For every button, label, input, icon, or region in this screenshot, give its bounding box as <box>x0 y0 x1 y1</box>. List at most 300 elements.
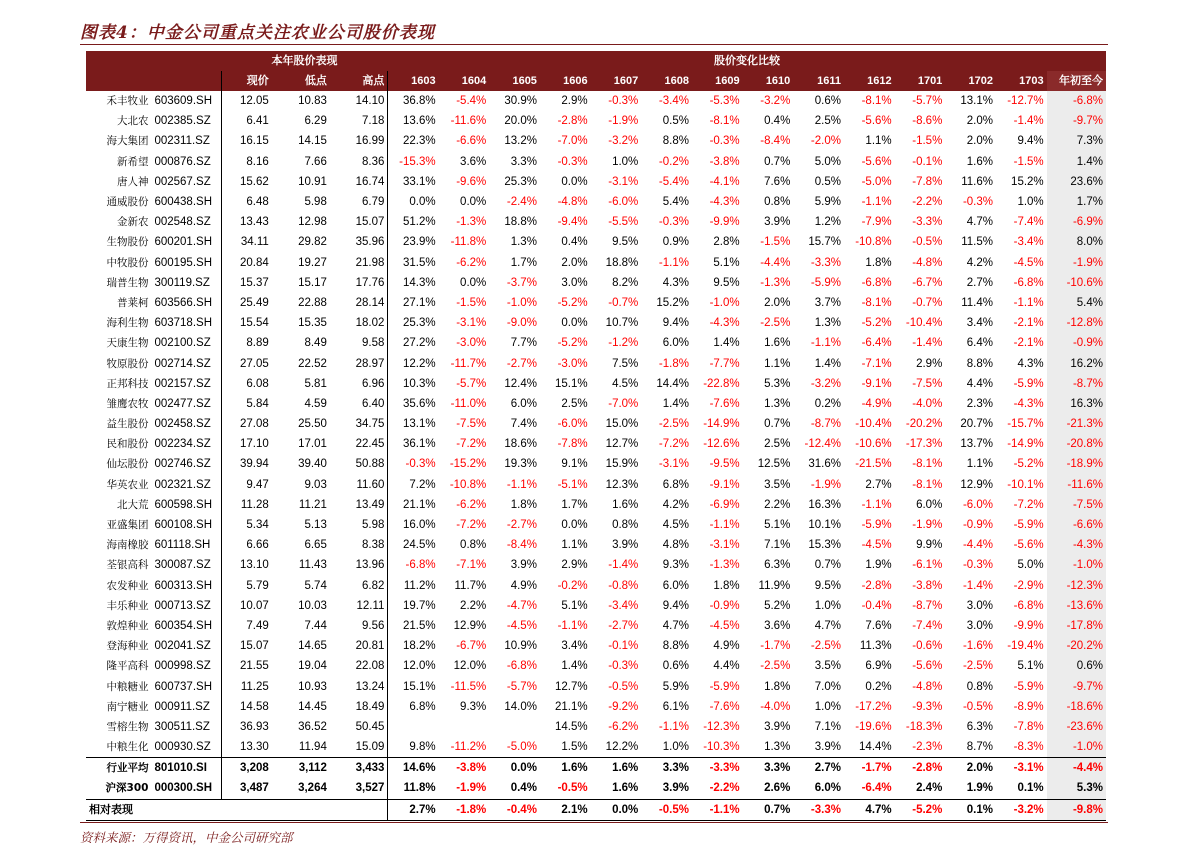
pct-change-cell: 12.2% <box>605 741 639 754</box>
pct-change-cell: -20.2% <box>1047 636 1106 656</box>
pct-change-cell: 25.3% <box>504 175 537 188</box>
pct-change-cell: 14.3% <box>402 276 436 289</box>
pct-change-cell: 14.4% <box>656 377 689 390</box>
pct-change-cell: 1.0% <box>662 741 689 754</box>
price-cell: 3,527 <box>330 778 388 799</box>
pct-change-cell: -2.7% <box>506 357 537 370</box>
pct-change-cell: -1.1% <box>557 619 588 632</box>
pct-change-cell: -7.7% <box>709 357 740 370</box>
pct-change-cell: 4.3% <box>662 276 689 289</box>
pct-change-cell: -7.1% <box>456 559 487 572</box>
pct-change-cell: -0.1% <box>912 155 943 168</box>
pct-change-cell: 16.0% <box>402 519 436 532</box>
price-cell: 14.65 <box>298 640 327 653</box>
pct-change-cell: -7.0% <box>608 397 639 410</box>
column-header: 现价 <box>221 71 272 91</box>
price-cell: 19.27 <box>298 256 327 269</box>
pct-change-cell: -1.9% <box>810 478 841 491</box>
source-rule <box>80 822 1108 823</box>
pct-change-cell: 9.3% <box>662 559 689 572</box>
price-cell: 35.96 <box>330 232 388 252</box>
pct-change-cell: 4.9% <box>510 579 537 592</box>
pct-change-cell: -7.8% <box>912 175 943 188</box>
pct-change-cell: -0.1% <box>608 640 639 653</box>
price-cell: 13.24 <box>330 676 388 696</box>
pct-change-cell: -3.4% <box>1013 236 1044 249</box>
table-row <box>86 293 1106 313</box>
company-name: 沪深300 <box>105 782 149 795</box>
pct-change-cell: 36.8% <box>402 95 436 108</box>
price-cell: 15.35 <box>298 317 327 330</box>
table-row <box>86 374 1106 394</box>
pct-change-cell: -7.4% <box>1013 216 1044 229</box>
pct-change-cell: 6.0% <box>662 337 689 350</box>
pct-change-cell: -5.9% <box>810 276 841 289</box>
pct-change-cell: 9.3% <box>460 700 487 713</box>
pct-change-cell: -2.8% <box>895 758 946 779</box>
pct-change-cell: -10.8% <box>855 236 892 249</box>
stock-code: 002234.SZ <box>151 434 221 454</box>
pct-change-cell: -0.9% <box>1047 333 1106 353</box>
pct-change-cell: 10.7% <box>605 317 639 330</box>
pct-change-cell: 1.9% <box>865 559 892 572</box>
pct-change-cell: 13.7% <box>960 438 993 451</box>
price-cell: 13.10 <box>240 559 269 572</box>
pct-change-cell: 1.0% <box>1017 196 1044 209</box>
pct-change-cell: 4.2% <box>966 256 993 269</box>
pct-change-cell: -2.5% <box>760 317 791 330</box>
pct-change-cell: 36.1% <box>402 438 436 451</box>
pct-change-cell: 2.7% <box>388 799 439 820</box>
pct-change-cell: 4.3% <box>1017 357 1044 370</box>
pct-change-cell: 6.0% <box>510 397 537 410</box>
pct-change-cell: 11.4% <box>961 296 993 309</box>
price-cell: 6.48 <box>246 196 269 209</box>
pct-change-cell: -8.3% <box>1013 741 1044 754</box>
pct-change-cell: 12.7% <box>605 438 639 451</box>
company-name: 益生股份 <box>106 418 149 431</box>
price-cell: 11.60 <box>330 475 388 495</box>
pct-change-cell: -5.4% <box>658 175 689 188</box>
pct-change-cell: 0.0% <box>561 317 588 330</box>
pct-change-cell: 0.5% <box>814 175 841 188</box>
price-cell: 11.21 <box>298 498 327 511</box>
source-note: 资料来源：万得资讯，中金公司研究部 <box>80 830 293 845</box>
pct-change-cell: -6.0% <box>557 418 588 431</box>
pct-change-cell: -7.8% <box>557 438 588 451</box>
pct-change-cell: -7.5% <box>456 418 487 431</box>
pct-change-cell: -4.7% <box>506 599 537 612</box>
pct-change-cell: 2.3% <box>966 397 993 410</box>
pct-change-cell: -12.8% <box>1047 313 1106 333</box>
pct-change-cell: -3.1% <box>996 758 1047 779</box>
pct-change-cell: 7.1% <box>814 720 841 733</box>
pct-change-cell: -7.2% <box>658 438 689 451</box>
pct-change-cell: -1.0% <box>709 296 740 309</box>
pct-change-cell: -0.4% <box>489 799 540 820</box>
company-name: 金新农 <box>116 216 149 229</box>
pct-change-cell: -6.1% <box>912 559 943 572</box>
pct-change-cell: -6.0% <box>608 196 639 209</box>
price-cell: 36.93 <box>240 720 269 733</box>
pct-change-cell: -9.0% <box>506 317 537 330</box>
pct-change-cell: -1.1% <box>810 337 841 350</box>
table-row <box>86 697 1106 717</box>
table-row <box>86 111 1106 131</box>
price-cell: 19.04 <box>298 660 327 673</box>
price-cell: 8.49 <box>304 337 327 350</box>
pct-change-cell: 11.7% <box>454 579 487 592</box>
price-cell: 8.89 <box>246 337 269 350</box>
pct-change-cell: -2.8% <box>557 115 588 128</box>
pct-change-cell: 3.0% <box>966 599 993 612</box>
stock-code: 002746.SZ <box>151 454 221 474</box>
pct-change-cell: 14.0% <box>504 700 537 713</box>
price-cell: 22.45 <box>330 434 388 454</box>
pct-change-cell: -7.4% <box>912 619 943 632</box>
pct-change-cell: -8.6% <box>912 115 943 128</box>
pct-change-cell: -1.8% <box>439 799 490 820</box>
company-name: 中牧股份 <box>106 256 149 269</box>
price-cell: 14.58 <box>240 700 269 713</box>
pct-change-cell: 0.6% <box>1047 656 1106 676</box>
pct-change-cell: -4.8% <box>557 196 588 209</box>
stock-code: 600737.SH <box>151 676 221 696</box>
price-cell: 34.11 <box>240 236 269 249</box>
pct-change-cell: -5.7% <box>506 680 537 693</box>
price-cell: 5.13 <box>304 519 327 532</box>
table-row <box>86 172 1106 192</box>
pct-change-cell: -3.8% <box>912 579 943 592</box>
pct-change-cell: 1.8% <box>764 680 791 693</box>
pct-change-cell: -4.5% <box>1013 256 1044 269</box>
price-cell: 5.74 <box>304 579 327 592</box>
column-header: 1703 <box>996 71 1047 91</box>
stock-code: 000998.SZ <box>151 656 221 676</box>
price-cell: 39.94 <box>240 458 269 471</box>
pct-change-cell: 1.9% <box>966 782 993 795</box>
price-cell: 20.84 <box>240 256 269 269</box>
column-header: 1702 <box>945 71 996 91</box>
price-cell: 6.08 <box>246 377 269 390</box>
price-cell: 13.96 <box>330 555 388 575</box>
pct-change-cell: 3.9% <box>510 559 537 572</box>
pct-change-cell: -0.9% <box>962 519 993 532</box>
company-name: 华英农业 <box>106 478 149 491</box>
pct-change-cell: -0.5% <box>641 799 692 820</box>
pct-change-cell: 18.2% <box>402 640 436 653</box>
pct-change-cell: 1.8% <box>510 498 537 511</box>
pct-change-cell: 15.7% <box>808 236 841 249</box>
stock-code: 002477.SZ <box>151 394 221 414</box>
pct-change-cell: -5.4% <box>456 95 487 108</box>
pct-change-cell: 3.3% <box>743 758 794 779</box>
pct-change-cell: -20.2% <box>905 418 943 431</box>
pct-change-cell: -5.6% <box>912 660 943 673</box>
pct-change-cell: -1.1% <box>1013 296 1044 309</box>
company-name: 敦煌种业 <box>106 619 149 632</box>
column-header: 1606 <box>540 71 591 91</box>
table-row <box>86 353 1106 373</box>
pct-change-cell: -3.3% <box>810 256 841 269</box>
pct-change-cell: -22.8% <box>703 377 740 390</box>
table-row <box>86 232 1106 252</box>
pct-change-cell: -7.5% <box>912 377 943 390</box>
pct-change-cell: -2.5% <box>658 418 689 431</box>
price-cell: 10.83 <box>298 95 327 108</box>
pct-change-cell: 12.4% <box>504 377 537 390</box>
price-cell: 7.44 <box>304 619 327 632</box>
pct-change-cell: -5.9% <box>709 680 740 693</box>
price-cell: 13.43 <box>240 216 269 229</box>
pct-change-cell: -10.6% <box>1047 273 1106 293</box>
pct-change-cell: 0.0% <box>561 175 588 188</box>
price-cell: 14.15 <box>298 135 327 148</box>
pct-change-cell: -2.0% <box>810 135 841 148</box>
column-header: 1609 <box>692 71 743 91</box>
pct-change-cell: -6.8% <box>506 660 537 673</box>
price-cell: 9.03 <box>304 478 327 491</box>
pct-change-cell: 15.2% <box>1011 175 1044 188</box>
pct-change-cell: 15.1% <box>402 680 436 693</box>
pct-change-cell: 11.5% <box>961 236 993 249</box>
pct-change-cell: -5.2% <box>1013 458 1044 471</box>
pct-change-cell: -14.9% <box>1007 438 1044 451</box>
pct-change-cell: -5.1% <box>557 478 588 491</box>
table-row <box>86 253 1106 273</box>
price-cell: 11.94 <box>298 741 327 754</box>
price-cell: 18.02 <box>330 313 388 333</box>
pct-change-cell: 27.2% <box>402 337 436 350</box>
price-cell: 29.82 <box>298 236 327 249</box>
pct-change-cell: 13.6% <box>402 115 436 128</box>
pct-change-cell: 51.2% <box>402 216 436 229</box>
pct-change-cell: -1.1% <box>692 799 743 820</box>
pct-change-cell: 14.4% <box>859 741 892 754</box>
price-cell: 3,264 <box>298 782 327 795</box>
price-cell: 3,112 <box>272 758 330 779</box>
pct-change-cell: -1.7% <box>844 758 895 779</box>
table-row <box>86 333 1106 353</box>
company-name: 仙坛股份 <box>106 458 149 471</box>
pct-change-cell: 12.5% <box>757 458 791 471</box>
stock-code: 600438.SH <box>151 192 221 212</box>
pct-change-cell: 7.4% <box>510 418 537 431</box>
pct-change-cell: 12.7% <box>555 680 588 693</box>
pct-change-cell: -1.9% <box>608 115 639 128</box>
pct-change-cell: 2.5% <box>561 397 588 410</box>
price-cell: 15.17 <box>298 276 327 289</box>
pct-change-cell: 0.4% <box>561 236 588 249</box>
pct-change-cell: -4.3% <box>1013 397 1044 410</box>
pct-change-cell <box>439 717 490 737</box>
price-cell: 15.09 <box>330 737 388 758</box>
column-header: 1701 <box>895 71 946 91</box>
price-cell: 7.18 <box>330 111 388 131</box>
pct-change-cell: 3.3% <box>510 155 537 168</box>
pct-change-cell: 1.3% <box>814 317 841 330</box>
price-cell: 12.11 <box>330 596 388 616</box>
pct-change-cell: -2.5% <box>962 660 993 673</box>
pct-change-cell: -2.8% <box>861 579 892 592</box>
price-cell: 16.15 <box>240 135 269 148</box>
company-name: 雏鹰农牧 <box>106 397 149 410</box>
pct-change-cell: -6.8% <box>861 276 892 289</box>
pct-change-cell: -3.2% <box>810 377 841 390</box>
pct-change-cell: 7.6% <box>764 175 791 188</box>
price-cell: 15.54 <box>240 317 269 330</box>
table-row <box>86 616 1106 636</box>
company-name: 中粮生化 <box>106 741 149 754</box>
pct-change-cell: -1.9% <box>1047 253 1106 273</box>
pct-change-cell: -11.6% <box>1047 475 1106 495</box>
pct-change-cell: 1.7% <box>561 498 588 511</box>
pct-change-cell: -0.7% <box>912 296 943 309</box>
pct-change-cell: 3.6% <box>764 619 791 632</box>
table-row <box>86 656 1106 676</box>
pct-change-cell: 3.6% <box>460 155 487 168</box>
pct-change-cell: 1.1% <box>764 357 791 370</box>
price-cell: 17.76 <box>330 273 388 293</box>
pct-change-cell: -9.7% <box>1047 111 1106 131</box>
pct-change-cell: -10.6% <box>855 438 892 451</box>
pct-change-cell: -9.9% <box>709 216 740 229</box>
pct-change-cell: -0.5% <box>608 680 639 693</box>
pct-change-cell: -4.8% <box>912 256 943 269</box>
pct-change-cell: -0.3% <box>962 559 993 572</box>
pct-change-cell: 14.6% <box>388 758 439 779</box>
pct-change-cell: 8.0% <box>1047 232 1106 252</box>
pct-change-cell: 18.8% <box>605 256 639 269</box>
pct-change-cell: 1.8% <box>713 579 740 592</box>
pct-change-cell: 3.4% <box>966 317 993 330</box>
pct-change-cell <box>489 717 540 737</box>
pct-change-cell: -8.7% <box>810 418 841 431</box>
pct-change-cell: -2.5% <box>760 660 791 673</box>
pct-change-cell: 33.1% <box>402 175 436 188</box>
price-cell: 6.29 <box>304 115 327 128</box>
header-spacer <box>151 71 221 91</box>
pct-change-cell: 0.2% <box>814 397 841 410</box>
pct-change-cell: 9.5% <box>814 579 841 592</box>
pct-change-cell: -4.4% <box>1047 758 1106 779</box>
pct-change-cell: 3.5% <box>814 660 841 673</box>
pct-change-cell: 16.2% <box>1047 353 1106 373</box>
stock-code: 603566.SH <box>151 293 221 313</box>
pct-change-cell: -0.9% <box>709 599 740 612</box>
stock-code: 300119.SZ <box>151 273 221 293</box>
pct-change-cell: -6.8% <box>405 559 436 572</box>
pct-change-cell: -10.4% <box>855 418 892 431</box>
price-cell: 5.81 <box>304 377 327 390</box>
pct-change-cell: 2.0% <box>764 296 791 309</box>
pct-change-cell: -5.2% <box>557 337 588 350</box>
table-row <box>86 636 1106 656</box>
pct-change-cell: -1.9% <box>456 782 487 795</box>
pct-change-cell: -7.2% <box>456 519 487 532</box>
pct-change-cell: 1.4% <box>1047 152 1106 172</box>
pct-change-cell: 1.1% <box>865 135 892 148</box>
pct-change-cell: -3.3% <box>793 799 844 820</box>
pct-change-cell: -3.1% <box>709 539 740 552</box>
price-cell: 5.98 <box>330 515 388 535</box>
price-cell: 50.88 <box>330 454 388 474</box>
pct-change-cell: -0.3% <box>405 458 436 471</box>
pct-change-cell: 0.8% <box>460 539 487 552</box>
pct-change-cell: -12.6% <box>703 438 740 451</box>
pct-change-cell: 2.0% <box>966 115 993 128</box>
pct-change-cell: 4.7% <box>844 799 895 820</box>
pct-change-cell: 0.1% <box>1017 782 1044 795</box>
pct-change-cell: -11.8% <box>450 236 487 249</box>
column-header: 高点 <box>330 71 388 91</box>
price-cell: 22.52 <box>298 357 327 370</box>
pct-change-cell: -2.3% <box>912 741 943 754</box>
pct-change-cell: -2.2% <box>709 782 740 795</box>
stock-code: 000300.SH <box>151 778 221 799</box>
pct-change-cell: 16.3% <box>1047 394 1106 414</box>
table-row <box>86 717 1106 737</box>
table-row <box>86 495 1106 515</box>
pct-change-cell: -8.7% <box>912 599 943 612</box>
pct-change-cell: -5.5% <box>608 216 639 229</box>
price-cell: 11.25 <box>240 680 269 693</box>
company-name: 正邦科技 <box>106 377 149 390</box>
pct-change-cell: -0.2% <box>658 155 689 168</box>
company-name: 通威股份 <box>106 196 149 209</box>
pct-change-cell: 1.6% <box>612 782 639 795</box>
pct-change-cell: 1.7% <box>1047 192 1106 212</box>
price-cell: 10.03 <box>298 599 327 612</box>
price-cell: 11.28 <box>240 498 269 511</box>
pct-change-cell: 15.2% <box>656 296 689 309</box>
pct-change-cell: -1.0% <box>506 296 537 309</box>
pct-change-cell: -6.7% <box>912 276 943 289</box>
table-row <box>86 394 1106 414</box>
pct-change-cell: -0.3% <box>962 196 993 209</box>
pct-change-cell <box>388 717 439 737</box>
stock-code: 600108.SH <box>151 515 221 535</box>
pct-change-cell: -7.9% <box>861 216 892 229</box>
pct-change-cell: 7.2% <box>409 478 436 491</box>
column-header: 1611 <box>793 71 844 91</box>
pct-change-cell: 2.9% <box>561 95 588 108</box>
pct-change-cell: -3.0% <box>557 357 588 370</box>
pct-change-cell: -6.7% <box>456 640 487 653</box>
pct-change-cell: -3.2% <box>996 799 1047 820</box>
pct-change-cell: -6.9% <box>1047 212 1106 232</box>
pct-change-cell: -12.3% <box>1047 576 1106 596</box>
pct-change-cell: -0.8% <box>608 579 639 592</box>
pct-change-cell: 1.1% <box>561 539 588 552</box>
pct-change-cell: 8.2% <box>612 276 639 289</box>
table-row <box>86 131 1106 151</box>
pct-change-cell: -0.6% <box>912 640 943 653</box>
pct-change-cell: 0.0% <box>489 758 540 779</box>
pct-change-cell: -10.3% <box>703 741 740 754</box>
price-cell: 28.14 <box>330 293 388 313</box>
price-cell: 12.98 <box>298 216 327 229</box>
stock-code: 002458.SZ <box>151 414 221 434</box>
pct-change-cell: -5.7% <box>456 377 487 390</box>
pct-change-cell: 7.1% <box>764 539 791 552</box>
pct-change-cell: 8.7% <box>966 741 993 754</box>
pct-change-cell: -3.2% <box>608 135 639 148</box>
pct-change-cell: -18.3% <box>905 720 943 733</box>
pct-change-cell: 1.6% <box>540 758 591 779</box>
price-cell: 50.45 <box>330 717 388 737</box>
price-cell: 27.05 <box>240 357 269 370</box>
